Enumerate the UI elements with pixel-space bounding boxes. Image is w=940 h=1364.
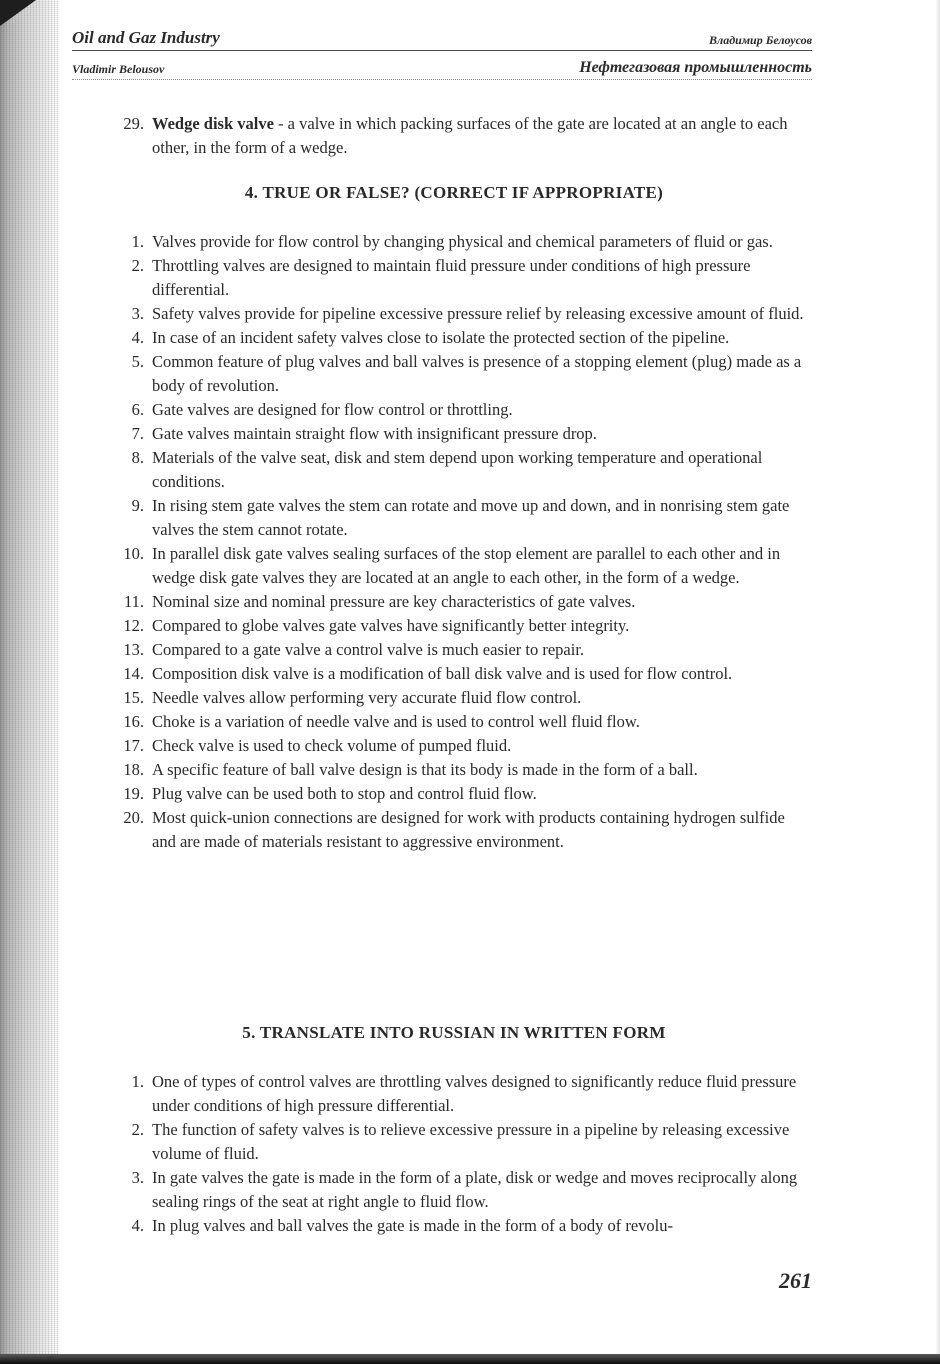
list-item bbox=[104, 254, 804, 302]
item-text: In parallel disk gate valves sealing surfaces of the stop element are parallel to each other and in wedge disk gate valves they are located at an angle to each other, in the form of a wedge. bbox=[152, 544, 781, 587]
item-text: Throttling valves are designed to maintain fluid pressure under conditions of high pressure differential. bbox=[152, 256, 751, 299]
list-item bbox=[104, 1118, 804, 1166]
item-number: 13. bbox=[123, 640, 144, 659]
item-number: 1. bbox=[131, 1072, 144, 1091]
list-item bbox=[104, 710, 804, 734]
item-number: 16. bbox=[123, 712, 144, 731]
list-item bbox=[104, 446, 804, 494]
definition-number: 29. bbox=[123, 114, 144, 133]
item-text: Safety valves provide for pipeline excessive pressure relief by releasing excessive amount of fluid. bbox=[152, 304, 804, 323]
section-4-list bbox=[104, 230, 804, 854]
item-text: Valves provide for flow control by changing physical and chemical parameters of fluid or gas. bbox=[152, 232, 773, 251]
header-book-title-ru: Нефтегазовая промышленность bbox=[579, 59, 812, 76]
list-item bbox=[104, 590, 804, 614]
item-number: 17. bbox=[123, 736, 144, 755]
item-text: Materials of the valve seat, disk and stem depend upon working temperature and operational conditions. bbox=[152, 448, 763, 491]
item-number: 11. bbox=[123, 592, 144, 611]
item-number: 15. bbox=[123, 688, 144, 707]
item-text: In plug valves and ball valves the gate is made in the form of a body of revolu- bbox=[152, 1216, 673, 1235]
list-item bbox=[104, 614, 804, 638]
item-text: Compared to a gate valve a control valve is much easier to repair. bbox=[152, 640, 585, 659]
item-number: 19. bbox=[123, 784, 144, 803]
list-item bbox=[104, 758, 804, 782]
item-text: Check valve is used to check volume of pumped fluid. bbox=[152, 736, 512, 755]
item-number: 9. bbox=[131, 496, 144, 515]
item-number: 2. bbox=[131, 256, 144, 275]
header-author-en: Vladimir Belousov bbox=[72, 62, 165, 76]
list-item bbox=[104, 542, 804, 590]
section-5-list bbox=[104, 1070, 804, 1238]
item-text: Most quick-union connections are designed for work with products containing hydrogen sulfide and are made of materials resistant to aggressive environment. bbox=[152, 808, 785, 851]
item-number: 1. bbox=[131, 232, 144, 251]
item-number: 20. bbox=[123, 808, 144, 827]
book-spine-shadow bbox=[0, 0, 58, 1364]
list-item bbox=[104, 494, 804, 542]
page-bottom-shadow bbox=[0, 1354, 940, 1364]
corner-shadow bbox=[0, 0, 36, 26]
item-number: 12. bbox=[123, 616, 144, 635]
page-right-edge bbox=[936, 0, 940, 1364]
item-text: One of types of control valves are throttling valves designed to significantly reduce fluid pressure under conditions of high pressure differential. bbox=[152, 1072, 797, 1115]
section-4-title: 4. TRUE OR FALSE? (CORRECT IF APPROPRIATE) bbox=[244, 183, 664, 202]
item-number: 3. bbox=[131, 1168, 144, 1187]
list-item bbox=[104, 350, 804, 398]
list-item bbox=[104, 782, 804, 806]
item-number: 2. bbox=[131, 1120, 144, 1139]
header-author-ru: Владимир Белоусов bbox=[709, 33, 812, 47]
item-text: Common feature of plug valves and ball valves is presence of a stopping element (plug) made as a body of revolution. bbox=[152, 352, 802, 395]
item-text: In rising stem gate valves the stem can rotate and move up and down, and in nonrising stem gate valves the stem cannot rotate. bbox=[152, 496, 790, 539]
item-text: Plug valve can be used both to stop and control fluid flow. bbox=[152, 784, 537, 803]
item-number: 3. bbox=[131, 304, 144, 323]
list-item bbox=[104, 302, 804, 326]
item-text: Nominal size and nominal pressure are key characteristics of gate valves. bbox=[152, 592, 636, 611]
list-item bbox=[104, 326, 804, 350]
running-header-top bbox=[72, 28, 812, 51]
item-text: Choke is a variation of needle valve and is used to control well fluid flow. bbox=[152, 712, 640, 731]
item-text: A specific feature of ball valve design is that its body is made in the form of a ball. bbox=[152, 760, 698, 779]
definition-term: Wedge disk valve bbox=[152, 114, 274, 133]
list-item bbox=[104, 398, 804, 422]
running-header-bottom bbox=[72, 57, 812, 80]
list-item bbox=[104, 230, 804, 254]
definition-block bbox=[104, 112, 804, 160]
item-number: 4. bbox=[131, 1216, 144, 1235]
item-text: Gate valves maintain straight flow with insignificant pressure drop. bbox=[152, 424, 597, 443]
item-number: 8. bbox=[131, 448, 144, 467]
item-text: In case of an incident safety valves close to isolate the protected section of the pipeline. bbox=[152, 328, 730, 347]
item-number: 18. bbox=[123, 760, 144, 779]
definition-text: - a valve in which packing surfaces of the gate are located at an angle to each other, in the form of a wedge. bbox=[152, 114, 788, 157]
header-book-title-en: Oil and Gaz Industry bbox=[72, 28, 220, 47]
item-text: Composition disk valve is a modification of ball disk valve and is used for flow control. bbox=[152, 664, 733, 683]
definition-item-29 bbox=[104, 112, 804, 160]
item-text: Gate valves are designed for flow control or throttling. bbox=[152, 400, 513, 419]
item-text: Compared to globe valves gate valves have significantly better integrity. bbox=[152, 616, 630, 635]
list-item bbox=[104, 1166, 804, 1214]
item-number: 5. bbox=[131, 352, 144, 371]
list-item bbox=[104, 686, 804, 710]
list-item bbox=[104, 638, 804, 662]
item-text: Needle valves allow performing very accurate fluid flow control. bbox=[152, 688, 582, 707]
item-number: 14. bbox=[123, 664, 144, 683]
list-item bbox=[104, 662, 804, 686]
section-5-title: 5. TRANSLATE INTO RUSSIAN IN WRITTEN FORM bbox=[242, 1023, 666, 1042]
item-number: 10. bbox=[123, 544, 144, 563]
item-text: In gate valves the gate is made in the form of a plate, disk or wedge and moves reciprocally along sealing rings of the seat at right angle to fluid flow. bbox=[152, 1168, 798, 1211]
item-number: 7. bbox=[131, 424, 144, 443]
item-number: 6. bbox=[131, 400, 144, 419]
list-item bbox=[104, 806, 804, 854]
page-number: 261 bbox=[779, 1268, 812, 1293]
item-number: 4. bbox=[131, 328, 144, 347]
list-item bbox=[104, 1070, 804, 1118]
list-item bbox=[104, 422, 804, 446]
item-text: The function of safety valves is to relieve excessive pressure in a pipeline by releasing excessive volume of fluid. bbox=[152, 1120, 790, 1163]
list-item bbox=[104, 734, 804, 758]
list-item bbox=[104, 1214, 804, 1238]
